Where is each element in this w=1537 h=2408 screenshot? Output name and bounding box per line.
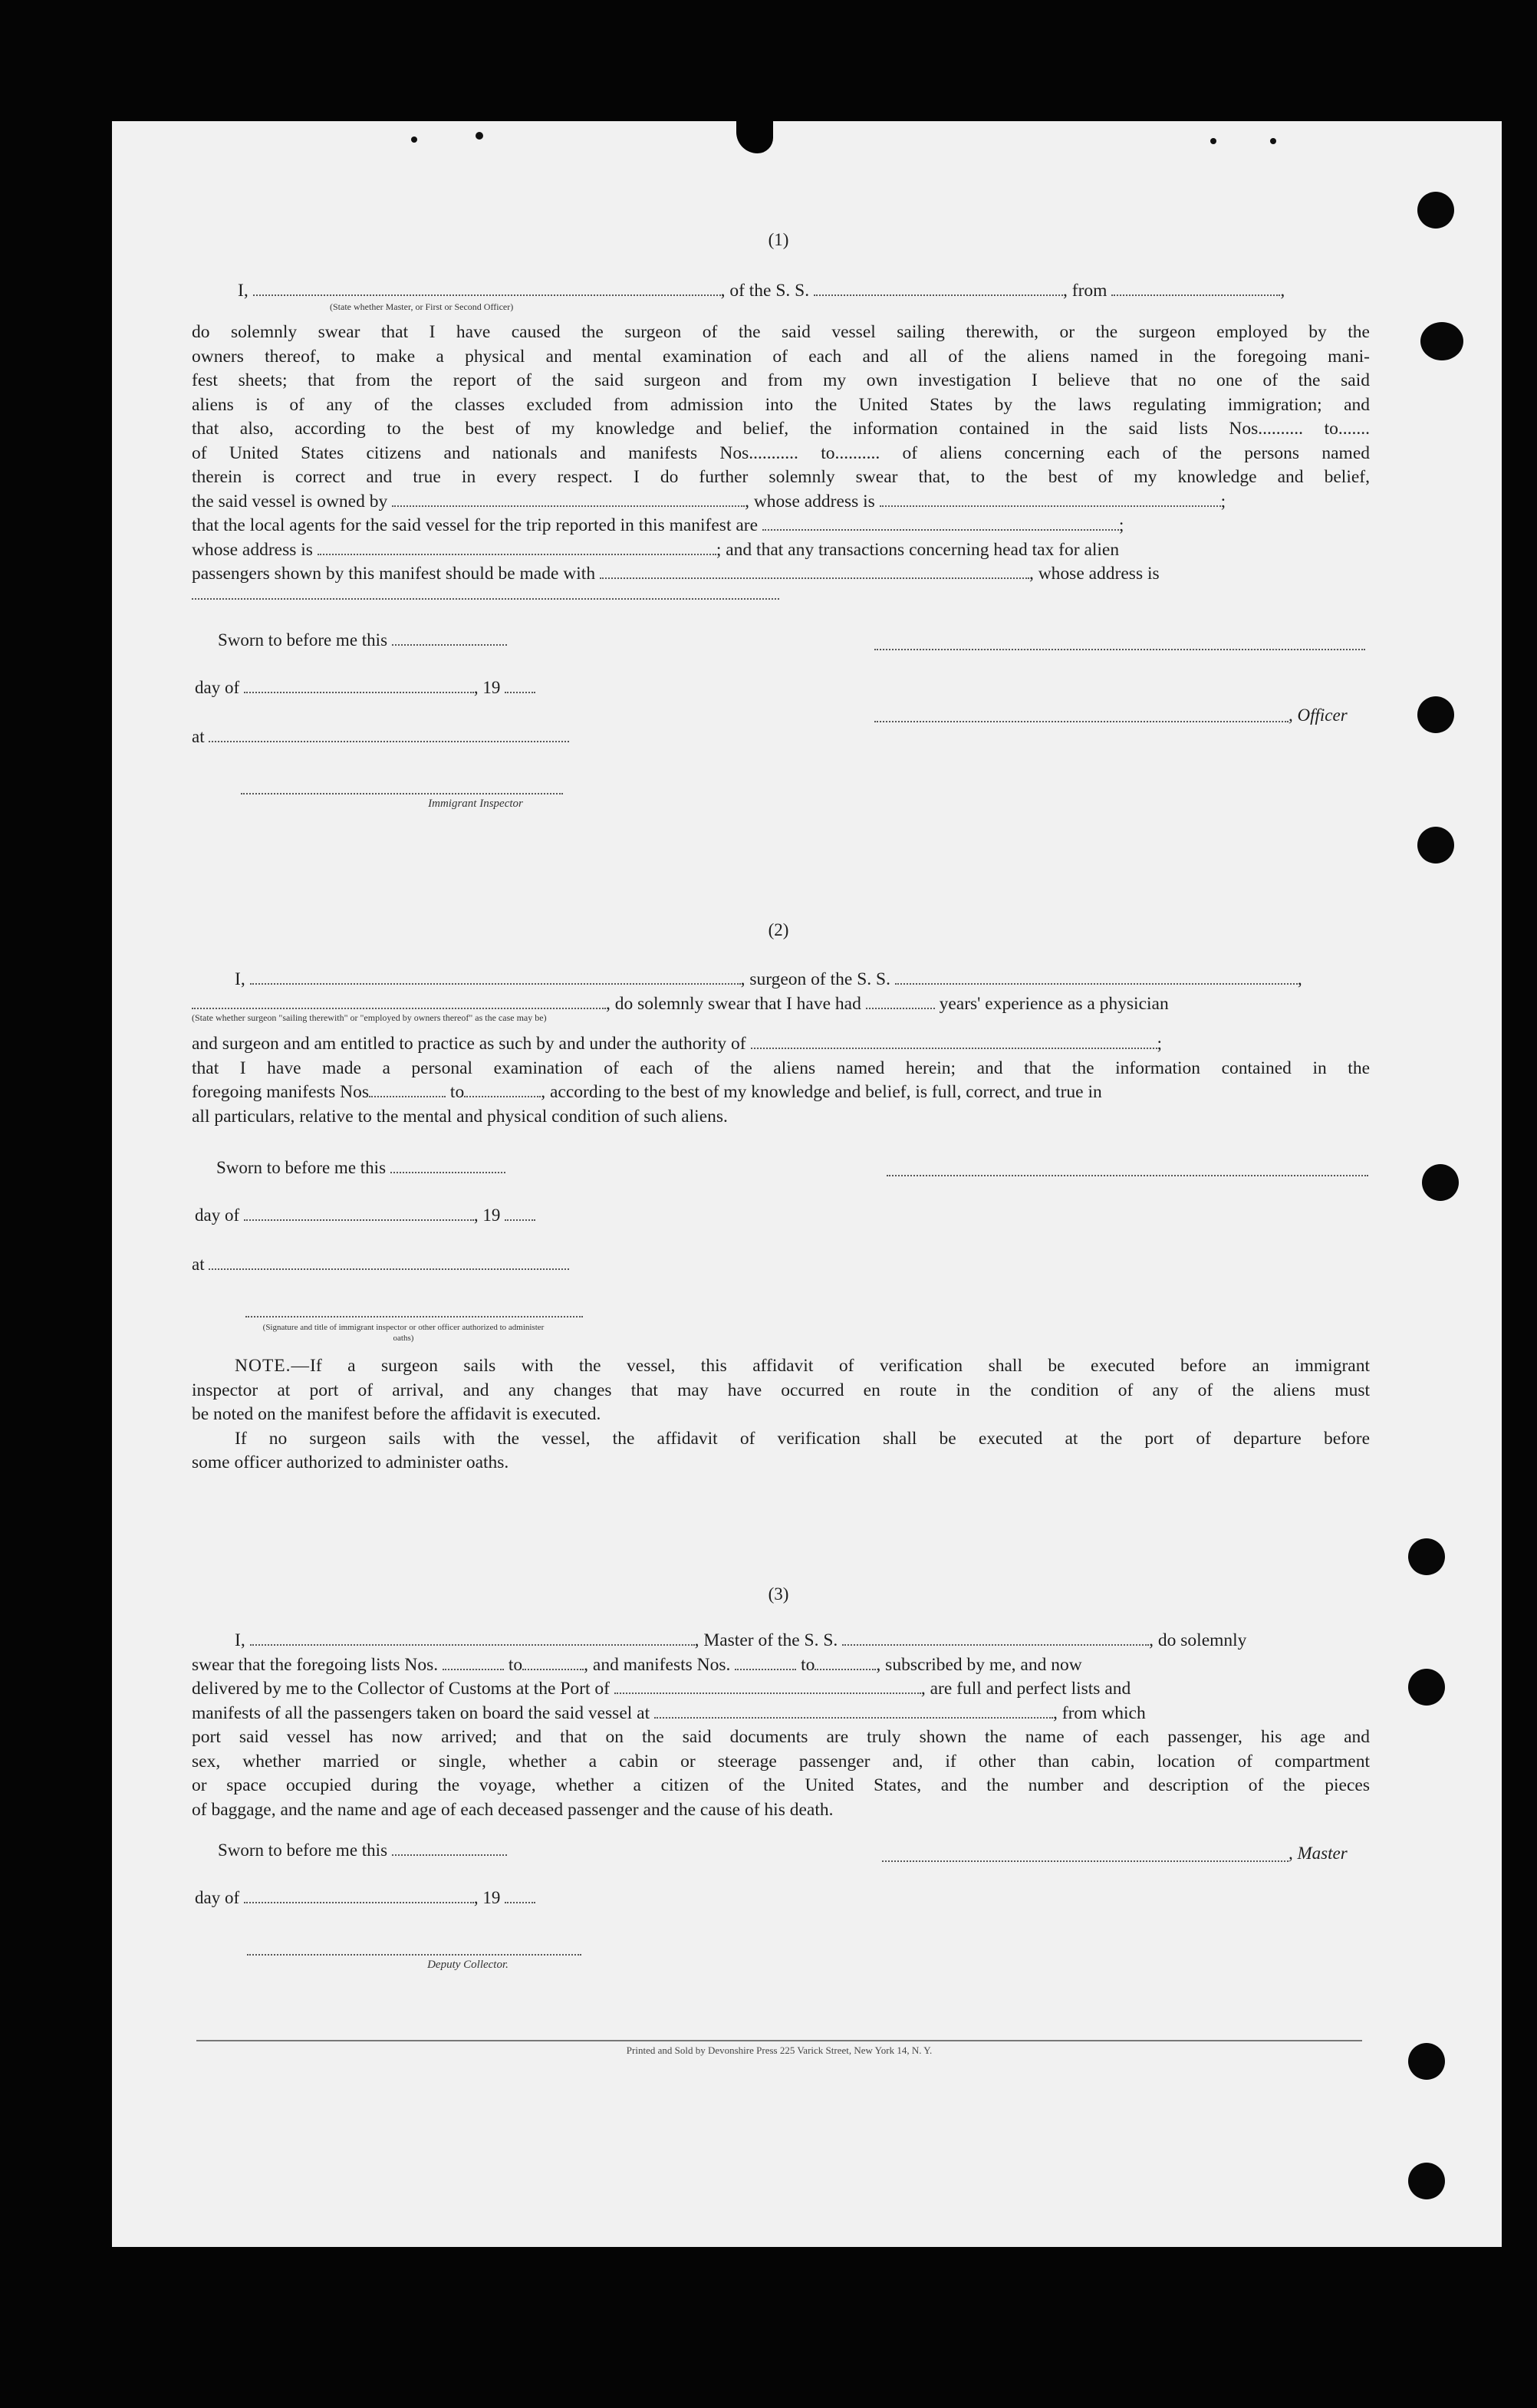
inspector-caption: Immigrant Inspector	[428, 798, 523, 810]
field-blank	[866, 994, 935, 1009]
text: to	[801, 1654, 815, 1675]
punch-hole	[1408, 2163, 1445, 2199]
text: If no surgeon sails with the vessel, the affidavit of verification shall be executed at the port of departure before	[235, 1428, 1370, 1449]
master-signature-line	[882, 1860, 1289, 1862]
speck	[1210, 138, 1216, 144]
field-blank	[244, 1206, 474, 1221]
sworn-label	[216, 1158, 505, 1178]
text: , do solemnly	[1149, 1630, 1247, 1650]
section2-paragraph-body	[192, 1032, 1370, 1129]
field-blank	[392, 1841, 507, 1856]
text: , and manifests Nos.	[584, 1654, 731, 1675]
paragraph-line: of baggage, and the name and age of each deceased passenger and the cause of his death.	[192, 1799, 834, 1820]
port-line	[192, 1677, 1370, 1702]
at-label	[192, 727, 569, 747]
section-number: (3)	[768, 1584, 789, 1604]
text: , 19	[473, 1206, 501, 1225]
agent-address-line	[192, 538, 1370, 563]
section3-paragraph	[192, 1629, 1370, 1822]
paragraph-line: therein is correct and true in every respect. I do further solemnly swear that, to the best of my knowledge and belief,	[192, 467, 1370, 487]
text: day of	[195, 1206, 240, 1225]
at-label	[192, 1255, 569, 1275]
field-blank	[654, 1703, 1053, 1719]
punch-hole	[1420, 322, 1463, 360]
lists-line	[192, 1653, 1370, 1678]
day-of-label	[195, 1206, 535, 1225]
field-blank	[392, 492, 745, 507]
field-blank	[390, 1158, 505, 1173]
paragraph-line: of United States citizens and nationals and manifests Nos........... to.......... of aliens concerning each of the persons named	[192, 442, 1370, 463]
text: , of the S. S.	[720, 281, 810, 301]
text: , Master of the S. S.	[694, 1630, 838, 1650]
day-of-label	[195, 1888, 535, 1908]
footer-rule	[196, 2040, 1362, 2041]
signature-caption: (Signature and title of immigrant inspector or other officer authorized to administer oaths)	[262, 1323, 545, 1343]
text: to	[449, 1082, 465, 1102]
owner-line: the said vessel is owned by , whose address is ;	[192, 491, 1226, 512]
paragraph-line: that also, according to the best of my knowledge and belief, the information contained in the said lists Nos.......... to.......	[192, 419, 1370, 439]
text: , 19	[473, 678, 501, 697]
text: delivered by me to the Collector of Customs at the Port of	[192, 1679, 610, 1699]
paragraph-line: port said vessel has now arrived; and that on the said documents are truly shown the name of each passenger, his age and	[192, 1727, 1370, 1747]
field-blank	[762, 515, 1119, 531]
paragraph-line: or space occupied during the voyage, whether a citizen of the United States, and the number and description of the pieces	[192, 1775, 1370, 1795]
note-label: NOTE.—	[235, 1356, 311, 1376]
text: manifests of all the passengers taken on board the said vessel at	[192, 1702, 650, 1723]
field-blank	[614, 1679, 921, 1694]
section1-caption: (State whether Master, or First or Second Officer)	[330, 301, 514, 312]
field-blank	[505, 1888, 535, 1903]
field-blank	[522, 1655, 584, 1670]
field-blank	[250, 969, 741, 985]
head-tax-line	[192, 562, 1370, 587]
text: swear that the foregoing lists Nos.	[192, 1654, 439, 1675]
day-of-label	[195, 678, 535, 698]
text: and surgeon and am entitled to practice as such by and under the authority of	[192, 1034, 746, 1054]
punch-hole	[1417, 192, 1454, 229]
officer-label: , Officer	[1289, 706, 1348, 725]
text: that the local agents for the said vessel for the trip reported in this manifest are	[192, 515, 759, 535]
master-label: , Master	[1289, 1844, 1348, 1863]
printer-imprint: Printed and Sold by Devonshire Press 225 Varick Street, New York 14, N. Y.	[626, 2044, 933, 2056]
punch-hole	[1422, 1164, 1459, 1201]
speck	[1270, 138, 1276, 144]
text: , surgeon of the S. S.	[740, 969, 890, 989]
paragraph-line: fest sheets; that from the report of the said surgeon and from my own investigation I believe that no one of the said	[192, 370, 1370, 390]
taken-line	[192, 1702, 1370, 1726]
text: passengers shown by this manifest should be made with	[192, 564, 596, 584]
text: at	[192, 1255, 205, 1274]
sworn-label	[218, 1841, 507, 1860]
field-blank	[209, 1255, 569, 1270]
text: the said vessel is owned by	[192, 491, 388, 512]
punch-hole	[1408, 2043, 1445, 2080]
field-blank	[443, 1655, 504, 1670]
sworn-label	[218, 630, 507, 650]
section-number: (1)	[768, 230, 789, 249]
field-blank	[751, 1034, 1157, 1049]
punch-hole	[1408, 1669, 1445, 1706]
speck	[476, 132, 483, 140]
text: , according to the best of my knowledge and belief, is full, correct, and true in	[541, 1082, 1102, 1102]
surgeon-line: I, , surgeon of the S. S. ,	[235, 969, 1302, 989]
punch-hole	[1417, 696, 1454, 733]
surgeon-signature-line	[887, 1175, 1368, 1176]
field-blank	[814, 281, 1063, 296]
section2-paragraph	[192, 968, 1370, 1016]
text: I,	[238, 281, 248, 301]
paragraph-line: do solemnly swear that I have caused the surgeon of the said vessel sailing therewith, or the surgeon employed by the	[192, 322, 1370, 342]
text: whose address is	[192, 539, 313, 560]
field-blank	[505, 678, 535, 693]
paragraph-line: all particulars, relative to the mental and physical condition of such aliens.	[192, 1106, 728, 1127]
text: to	[508, 1654, 523, 1675]
paragraph-line: aliens is of any of the classes excluded from admission into the United States by the laws regulating immigration; and	[192, 394, 1370, 415]
text: at	[192, 727, 205, 746]
field-blank	[209, 727, 569, 742]
note-line	[192, 1427, 1370, 1452]
field-blank	[253, 281, 721, 296]
text: ; and that any transactions concerning head tax for alien	[716, 539, 1120, 560]
text: I,	[235, 1630, 245, 1650]
field-blank	[250, 1630, 695, 1646]
field-blank	[895, 969, 1298, 985]
paragraph-line: owners thereof, to make a physical and mental examination of each and all of the aliens named in the foregoing mani-	[192, 346, 1370, 367]
address-blank-line	[192, 598, 779, 600]
text: Sworn to before me this	[216, 1158, 387, 1177]
section1-intro-line: I, , of the S. S. , from ,	[238, 281, 1285, 301]
text: day of	[195, 678, 240, 697]
note-line: inspector at port of arrival, and any changes that may have occurred en route in the condition of any of the aliens must	[192, 1380, 1370, 1400]
field-blank	[392, 630, 507, 646]
field-blank	[244, 678, 474, 693]
text: Sworn to before me this	[218, 630, 388, 650]
note-line: some officer authorized to administer oaths.	[192, 1452, 509, 1472]
text: foregoing manifests Nos	[192, 1082, 370, 1102]
master-line	[192, 1629, 1370, 1653]
text: , from	[1063, 281, 1107, 301]
section-number: (2)	[768, 920, 789, 939]
field-blank	[505, 1206, 535, 1221]
punch-hole	[1417, 827, 1454, 864]
field-blank	[1111, 281, 1280, 296]
text: , do solemnly swear that I have had	[606, 993, 861, 1014]
field-blank	[815, 1655, 876, 1670]
officer-blank-line	[874, 649, 1365, 650]
field-blank	[192, 994, 606, 1009]
collector-signature-line	[247, 1954, 581, 1956]
field-blank	[600, 564, 1029, 579]
text: Sworn to before me this	[218, 1841, 388, 1860]
collector-caption: Deputy Collector.	[427, 1959, 508, 1971]
field-blank	[318, 540, 716, 555]
text: years' experience as a physician	[939, 993, 1169, 1014]
text: , from which	[1053, 1702, 1146, 1723]
field-blank	[369, 1082, 446, 1097]
note-paragraph	[192, 1354, 1370, 1475]
text: , subscribed by me, and now	[876, 1654, 1082, 1675]
section2-caption: (State whether surgeon "sailing therewith" or "employed by owners thereof" as the case may be)	[192, 1012, 547, 1023]
paragraph-line: that I have made a personal examination of each of the aliens named herein; and that the information contained in the	[192, 1058, 1370, 1078]
text: day of	[195, 1888, 240, 1907]
text: , whose address is	[745, 491, 875, 512]
text: , whose address is	[1029, 564, 1160, 584]
section1-paragraph	[192, 321, 1370, 587]
field-blank	[880, 492, 1221, 507]
note-line: be noted on the manifest before the affidavit is executed.	[192, 1404, 601, 1424]
agents-line: that the local agents for the said vessel for the trip reported in this manifest are ;	[192, 515, 1124, 535]
officer-signature-line	[874, 721, 1289, 722]
paragraph-line: sex, whether married or single, whether a cabin or steerage passenger and, if other than cabin, location of compartment	[192, 1751, 1370, 1771]
inspector-signature-line	[241, 793, 563, 794]
text: If a surgeon sails with the vessel, this affidavit of verification shall be executed before an immigrant	[310, 1356, 1370, 1376]
punch-hole	[1408, 1538, 1445, 1575]
authority-line: and surgeon and am entitled to practice as such by and under the authority of ;	[192, 1034, 1163, 1054]
field-blank	[464, 1082, 541, 1097]
text: , are full and perfect lists and	[920, 1679, 1131, 1699]
field-blank	[842, 1630, 1149, 1646]
field-blank	[735, 1655, 796, 1670]
field-blank	[244, 1888, 474, 1903]
manifests-line	[192, 1081, 1370, 1105]
text: , 19	[473, 1888, 501, 1907]
note-line	[192, 1354, 1370, 1379]
speck	[411, 137, 417, 143]
text: I,	[235, 969, 245, 989]
inspector-signature-line	[245, 1316, 583, 1317]
